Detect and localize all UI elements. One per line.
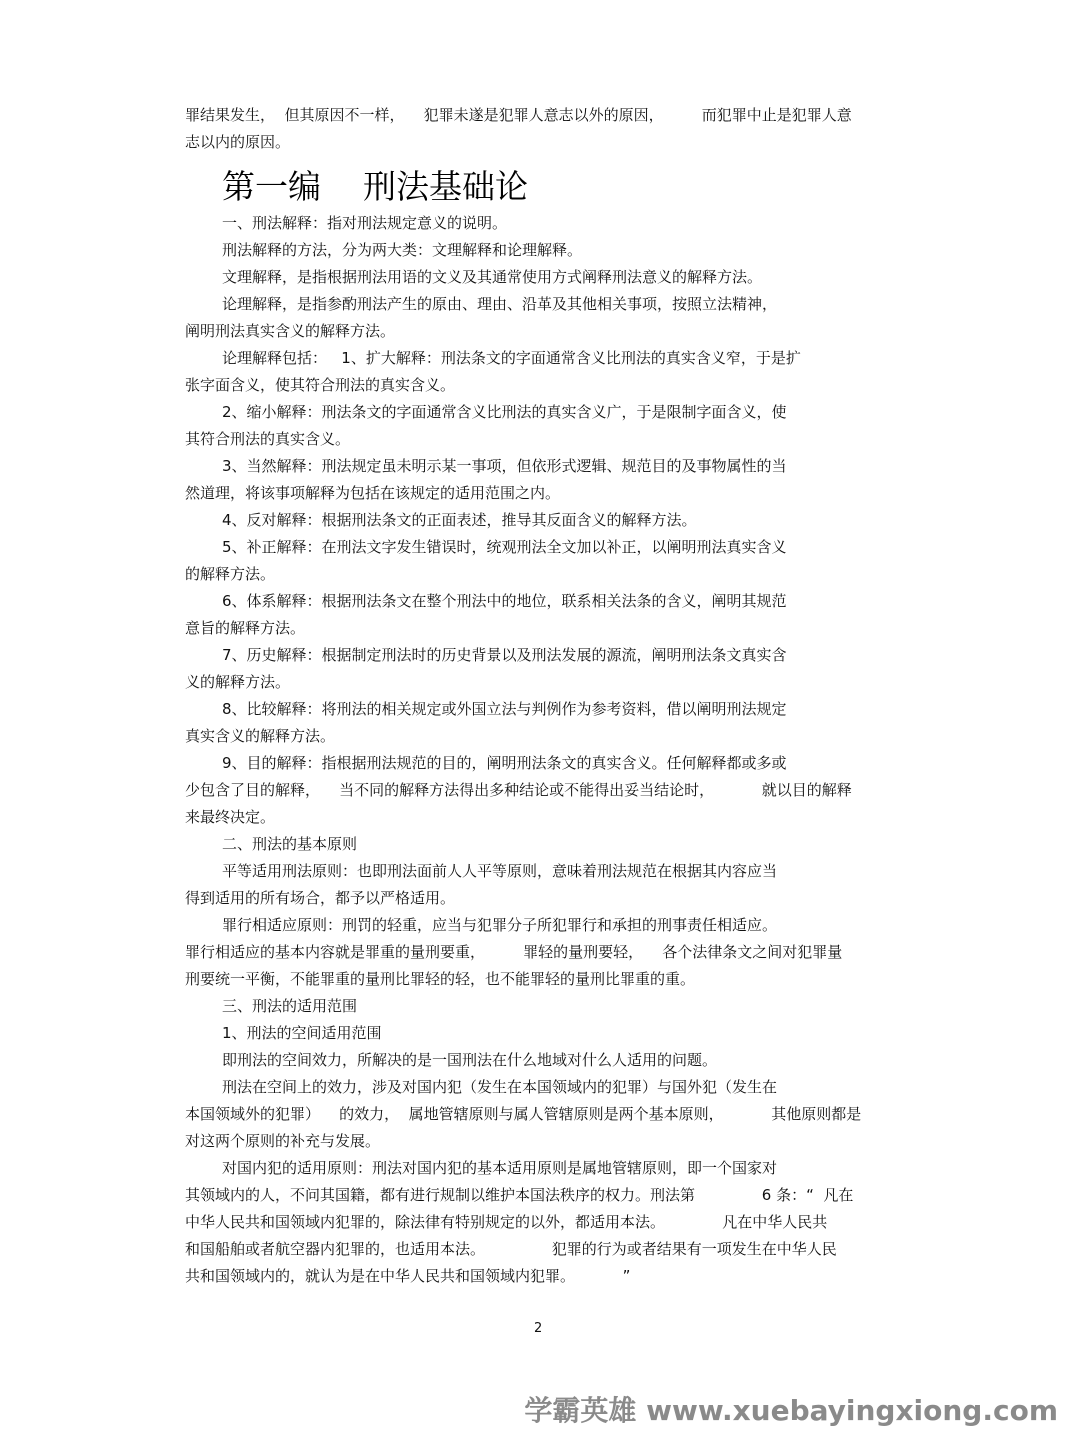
paragraph-line: 中华人民共和国领域内犯罪的，除法律有特别规定的以外，都适用本法。 凡在中华人民共 — [185, 1213, 828, 1231]
section-heading: 二、刑法的基本原则 — [222, 835, 358, 853]
paragraph-line: 其领域内的人，不问其国籍，都有进行规制以维护本国法秩序的权力。刑法第 6 条：“ 凡在 — [185, 1186, 854, 1204]
paragraph-line: 论理解释，是指参酌刑法产生的原由、理由、沿革及其他相关事项，按照立法精神， — [222, 295, 778, 313]
paragraph-line: 对国内犯的适用原则：刑法对国内犯的基本适用原则是属地管辖原则，即一个国家对 — [222, 1159, 778, 1177]
paragraph-line: 即刑法的空间效力，所解决的是一国刑法在什么地域对什么人适用的问题。 — [222, 1051, 718, 1069]
paragraph-line: 刑法在空间上的效力，涉及对国内犯（发生在本国领域内的犯罪）与国外犯（发生在 — [222, 1078, 778, 1096]
paragraph-line: 罪行相适应原则：刑罚的轻重，应当与犯罪分子所犯罪行和承担的刑事责任相适应。 — [222, 916, 778, 934]
section-heading: 一、刑法解释：指对刑法规定意义的说明。 — [222, 214, 508, 232]
paragraph-line: 意旨的解释方法。 — [185, 619, 306, 637]
subsection-heading: 1、刑法的空间适用范围 — [222, 1024, 382, 1042]
paragraph-line: 刑要统一平衡，不能罪重的量刑比罪轻的轻，也不能罪轻的量刑比罪重的重。 — [185, 970, 696, 988]
paragraph-line: 对这两个原则的补充与发展。 — [185, 1132, 381, 1150]
paragraph-line: 6、体系解释：根据刑法条文在整个刑法中的地位，联系相关法条的含义，阐明其规范 — [222, 592, 787, 610]
paragraph-line: 5、补正解释：在刑法文字发生错误时，统观刑法全文加以补正，以阐明刑法真实含义 — [222, 538, 787, 556]
paragraph-line: 4、反对解释：根据刑法条文的正面表述，推导其反面含义的解释方法。 — [222, 511, 697, 529]
paragraph-line: 论理解释包括： 1、扩大解释：刑法条文的字面通常含义比刑法的真实含义窄，于是扩 — [222, 349, 801, 367]
paragraph-line: 3、当然解释：刑法规定虽未明示某一事项，但依形式逻辑、规范目的及事物属性的当 — [222, 457, 787, 475]
paragraph-line: 共和国领域内的，就认为是在中华人民共和国领域内犯罪。 ” — [185, 1267, 631, 1285]
paragraph-line: 刑法解释的方法，分为两大类：文理解释和论理解释。 — [222, 241, 583, 259]
section-heading: 三、刑法的适用范围 — [222, 997, 358, 1015]
watermark-text: 学霸英雄 www.xuebayingxiong.com — [524, 1394, 1058, 1427]
paragraph-line: 来最终决定。 — [185, 808, 276, 826]
paragraph-line: 然道理，将该事项解释为包括在该规定的适用范围之内。 — [185, 484, 561, 502]
paragraph-line: 2、缩小解释：刑法条文的字面通常含义比刑法的真实含义广，于是限制字面含义，使 — [222, 403, 787, 421]
paragraph-line: 本国领域外的犯罪） 的效力， 属地管辖原则与属人管辖原则是两个基本原则， 其他原则都是 — [185, 1105, 862, 1123]
paragraph-line: 真实含义的解释方法。 — [185, 727, 336, 745]
paragraph-line: 志以内的原因。 — [185, 133, 291, 151]
paragraph-line: 罪结果发生， 但其原因不一样， 犯罪未遂是犯罪人意志以外的原因， 而犯罪中止是犯罪人意 — [185, 106, 852, 124]
chapter-heading: 第一编 刑法基础论 — [222, 167, 528, 206]
paragraph-line: 阐明刑法真实含义的解释方法。 — [185, 322, 396, 340]
paragraph-line: 和国船舶或者航空器内犯罪的，也适用本法。 犯罪的行为或者结果有一项发生在中华人民 — [185, 1240, 837, 1258]
paragraph-line: 8、比较解释：将刑法的相关规定或外国立法与判例作为参考资料，借以阐明刑法规定 — [222, 700, 787, 718]
paragraph-line: 义的解释方法。 — [185, 673, 291, 691]
paragraph-line: 其符合刑法的真实含义。 — [185, 430, 351, 448]
paragraph-line: 得到适用的所有场合，都予以严格适用。 — [185, 889, 456, 907]
paragraph-line: 张字面含义，使其符合刑法的真实含义。 — [185, 376, 456, 394]
paragraph-line: 少包含了目的解释， 当不同的解释方法得出多种结论或不能得出妥当结论时， 就以目的解释 — [185, 781, 852, 799]
paragraph-line: 7、历史解释：根据制定刑法时的历史背景以及刑法发展的源流，阐明刑法条文真实含 — [222, 646, 787, 664]
paragraph-line: 的解释方法。 — [185, 565, 276, 583]
paragraph-line: 平等适用刑法原则：也即刑法面前人人平等原则，意味着刑法规范在根据其内容应当 — [222, 862, 778, 880]
paragraph-line: 9、目的解释：指根据刑法规范的目的，阐明刑法条文的真实含义。任何解释都或多或 — [222, 754, 787, 772]
paragraph-line: 罪行相适应的基本内容就是罪重的量刑要重， 罪轻的量刑要轻， 各个法律条文之间对犯罪量 — [185, 943, 843, 961]
paragraph-line: 文理解释，是指根据刑法用语的文义及其通常使用方式阐释刑法意义的解释方法。 — [222, 268, 763, 286]
page-number: 2 — [534, 1321, 543, 1336]
